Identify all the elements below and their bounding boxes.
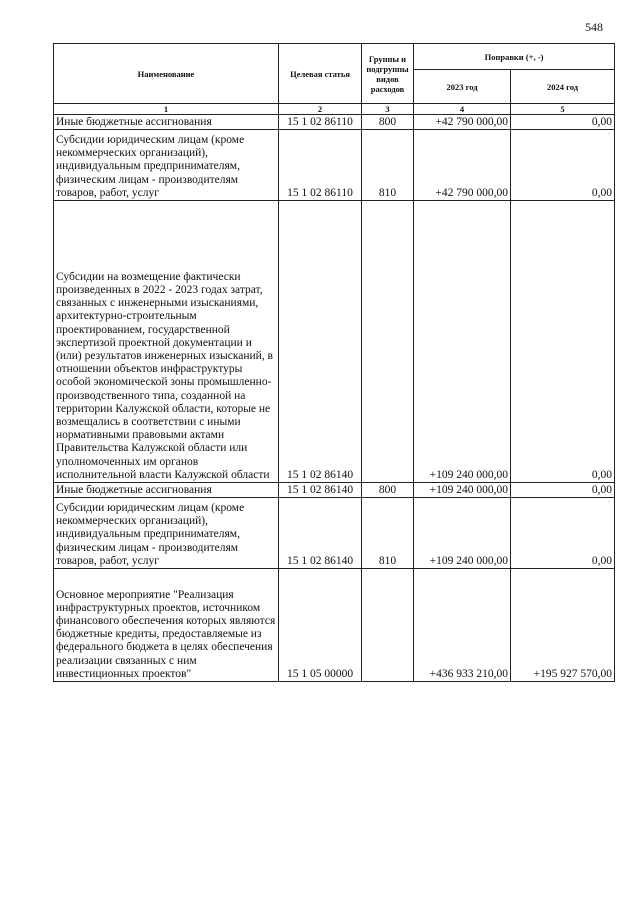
- column-numbers-row: [54, 104, 615, 115]
- row-name: Субсидии на возмещение фактически произведенных в 2022 - 2023 годах затрат, связанных с инженерными изысканиями, архитектурно-строительным проектированием, государственной экспертизой проектной документации и (или) результатов инженерных изысканий, в отношении объектов инфраструктуры особой экономической зоны промышленно-производственного типа, созданной на территории Калужской области, которые не возмещались в соответствии с иными нормативными правовыми актами Правительства Калужской области или уполномоченных им органов исполнительной власти Калужской области: [54, 201, 279, 483]
- column-number: 1: [54, 104, 279, 115]
- row-group: 810: [362, 130, 414, 201]
- row-amount-2024: 0,00: [511, 201, 615, 483]
- table-row: [54, 483, 615, 498]
- row-name: Субсидии юридическим лицам (кроме некоммерческих организаций), индивидуальным предпринимателям, физическим лицам - производителям товаров, работ, услуг: [54, 498, 279, 569]
- row-group: 800: [362, 483, 414, 498]
- row-amount-2023: +109 240 000,00: [414, 498, 511, 569]
- row-amount-2023: +109 240 000,00: [414, 201, 511, 483]
- budget-table: [53, 43, 615, 682]
- row-amount-2024: 0,00: [511, 130, 615, 201]
- row-amount-2024: +195 927 570,00: [511, 569, 615, 682]
- table-row: [54, 201, 615, 483]
- column-number: 3: [362, 104, 414, 115]
- header-name: Наименование: [54, 44, 279, 104]
- row-amount-2023: +42 790 000,00: [414, 115, 511, 130]
- row-group: [362, 569, 414, 682]
- row-group: 800: [362, 115, 414, 130]
- row-name: Иные бюджетные ассигнования: [54, 483, 279, 498]
- row-code: 15 1 02 86110: [279, 115, 362, 130]
- column-number: 2: [279, 104, 362, 115]
- header-target-article: Целевая статья: [279, 44, 362, 104]
- row-code: 15 1 02 86140: [279, 201, 362, 483]
- row-name: Иные бюджетные ассигнования: [54, 115, 279, 130]
- row-name: Субсидии юридическим лицам (кроме некоммерческих организаций), индивидуальным предпринимателям, физическим лицам - производителям товаров, работ, услуг: [54, 130, 279, 201]
- table-row: [54, 115, 615, 130]
- row-amount-2024: 0,00: [511, 498, 615, 569]
- row-code: 15 1 02 86110: [279, 130, 362, 201]
- row-group: 810: [362, 498, 414, 569]
- row-amount-2024: 0,00: [511, 483, 615, 498]
- row-group: [362, 201, 414, 483]
- row-code: 15 1 02 86140: [279, 483, 362, 498]
- page-number: 548: [585, 20, 603, 34]
- table-row: [54, 130, 615, 201]
- row-code: 15 1 05 00000: [279, 569, 362, 682]
- header-year-2023: 2023 год: [414, 70, 511, 104]
- header-year-2024: 2024 год: [511, 70, 615, 104]
- header-amendments: Поправки (+, -): [414, 44, 615, 70]
- row-name: Основное мероприятие "Реализация инфраструктурных проектов, источником финансового обеспечения которых являются бюджетные кредиты, предоставляемые из федерального бюджета в целях обеспечения реализации связанных с ним инвестиционных проектов": [54, 569, 279, 682]
- table-row: [54, 498, 615, 569]
- row-amount-2023: +436 933 210,00: [414, 569, 511, 682]
- column-number: 4: [414, 104, 511, 115]
- header-row: [54, 44, 615, 70]
- column-number: 5: [511, 104, 615, 115]
- row-amount-2023: +42 790 000,00: [414, 130, 511, 201]
- row-code: 15 1 02 86140: [279, 498, 362, 569]
- table-row: [54, 569, 615, 682]
- header-groups: Группы и подгруппы видов расходов: [362, 44, 414, 104]
- row-amount-2023: +109 240 000,00: [414, 483, 511, 498]
- row-amount-2024: 0,00: [511, 115, 615, 130]
